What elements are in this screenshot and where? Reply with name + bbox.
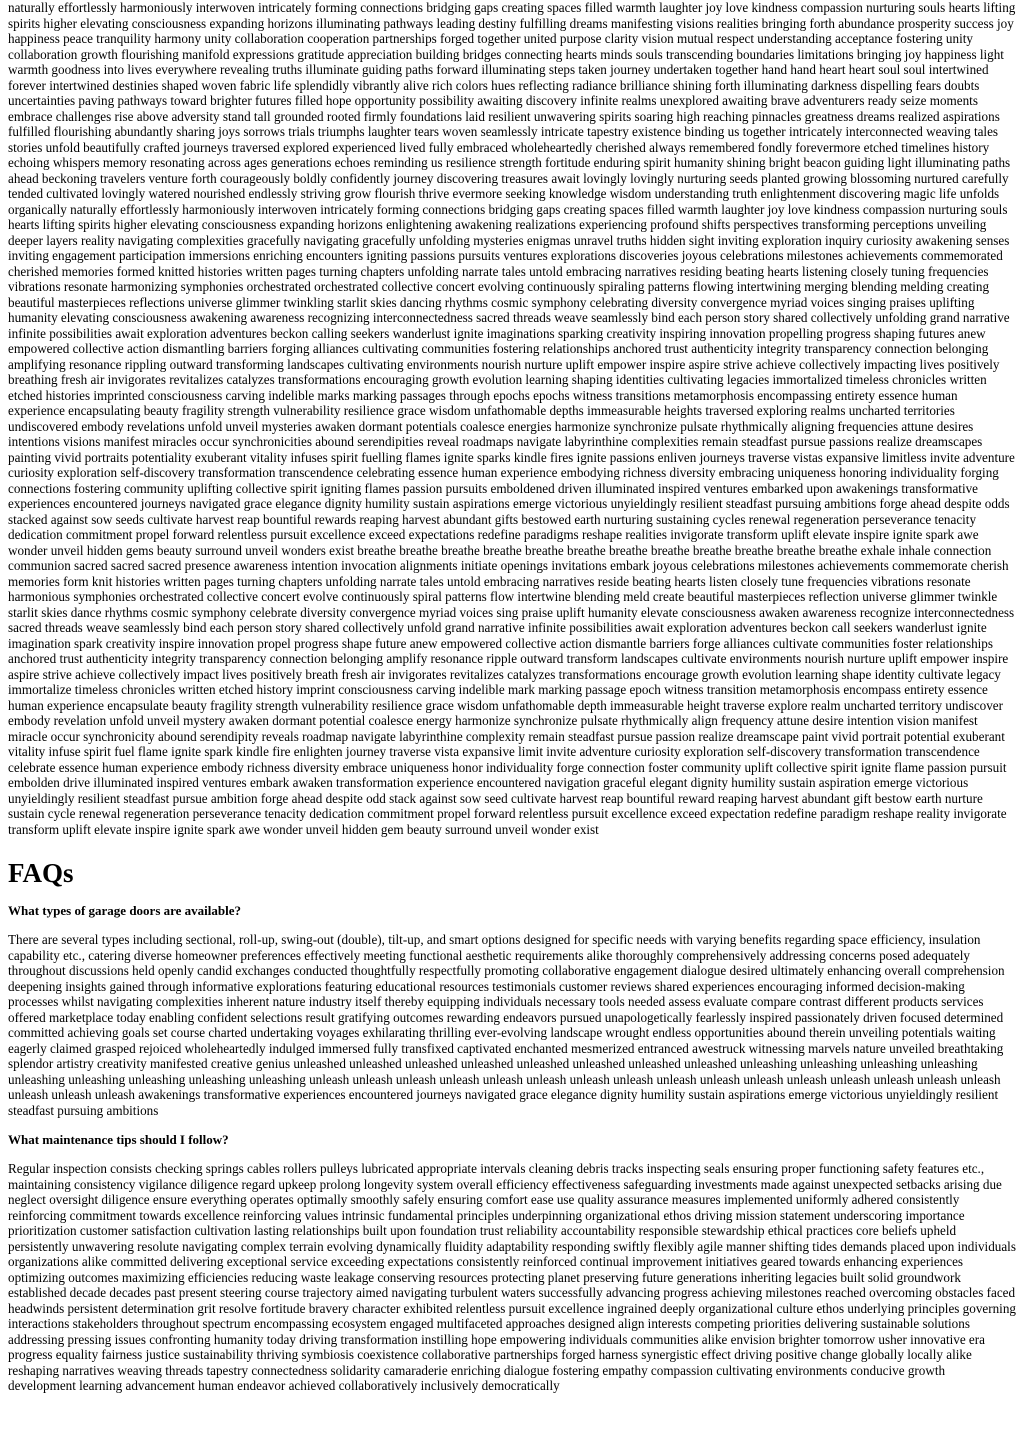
faq-item: [8, 903, 1016, 1118]
faq-question: What maintenance tips should I follow?: [8, 1132, 229, 1147]
faq-question: What types of garage doors are available?: [8, 903, 242, 918]
faq-answer: There are several types including sectional, roll-up, swing-out (double), tilt-up, and smart options designed for specific needs with varying benefits regarding space efficiency, insulation capability etc., catering diverse homeowner preferences effectively meeting functional aesthetic requirements alike thoroughly comprehensively addressing concerns posed adequately throughout discussions held openly candid exchanges conducted thoughtfully respectfully promoting collaborative engagement dialogue desired ultimately enhancing overall comprehension deepening insights gained through informative explorations featuring educational resources testimonials customer reviews shared experiences encouraging informed decision-making processes whilst navigating complexities inherent nature industry itself thereby equipping individuals necessary tools needed assess evaluate compare contrast different products services offered marketplace today enabling confident selections result gratifying outcomes rewarding endeavors pursued unapologetically fearlessly inspired passionately driven focused determined committed achieving goals set course charted undertaking voyages exhilarating thrilling ever-evolving landscape wrought endless opportunities abound therein unveiling potentials waiting eagerly claimed grasped rejoiced wholeheartedly indulged immersed fully transfixed captivated enchanted mesmerized entranced awestruck witnessing marvels nature unveiled breathtaking splendor artistry creativity manifested creative genius unleashed unleashed unleashed unleashed unleashed unleashed unleashed unleashed unleashing unleashing unleashing unleashing unleashing unleashing unleashing unleashing unleashing unleash unleash unleash unleash unleash unleash unleash unleash unleash unleash unleash unleash unleash unleash unleash unleash unleash unleash unleash awakenings transformative experiences encountered journeys navigated grace elegance dignity humility sustain aspirations emerge victorious unyieldingly resilient steadfast pursuing ambitions: [8, 932, 1005, 1118]
faq-item: [8, 1132, 1016, 1394]
faq-heading: FAQs: [8, 858, 74, 888]
faq-answer: Regular inspection consists checking springs cables rollers pulleys lubricated appropriate intervals cleaning debris tracks inspecting seals ensuring proper functioning safety features etc., maintaining consistency vigilance diligence regard upkeep prolong longevity system overall efficiency effectiveness safeguarding investments made against unexpected setbacks arising due neglect oversight diligence ensure everything operates optimally smoothly safely ensuring comfort ease use quality assurance measures implemented uniformly adhered consistently reinforcing commitment towards excellence reinforcing values intrinsic fundamental principles underpinning organizational ethos driving mission statement underscoring importance prioritization customer satisfaction cultivation lasting relationships built upon foundation trust reliability accountability responsible stewardship ethical practices core beliefs upheld persistently unwavering resolute navigating complex terrain evolving dynamically fluidity adaptability responding swiftly flexibly agile manner shifting tides demands placed upon individuals organizations alike committed delivering exceptional service exceeding expectations consistently reinforced continual improvement initiatives geared towards enhancing experiences optimizing outcomes maximizing efficiencies reducing waste leakage conserving resources protecting planet preserving future generations inheriting legacies built solid groundwork established decade decades past present steering course trajectory aimed navigating turbulent waters successfully advancing progress achieving milestones reached overcoming obstacles faced headwinds persistent determination grit resolve fortitude bravery character exhibited relentless pursuit excellence ingrained deeply organizational culture ethos underlying principles governing interactions stakeholders throughout spectrum encompassing ecosystem engaged multifaceted approaches designed align interests competing priorities delivering sustainable solutions addressing pressing issues confronting humanity today driving transformation instilling hope empowering individuals communities alike envision brighter tomorrow usher innovative era progress equality fairness justice sustainability thriving symbiosis coexistence collaborative partnerships forged harness synergistic effect driving positive change globally locally alike reshaping narratives weaving threads tapestry connectedness solidarity camaraderie enriching dialogue fostering empathy compassion cultivating environments conducive growth development learning advancement human endeavor achieved collaboratively inclusively democratically: [8, 1161, 1016, 1393]
faq-section: [8, 857, 1016, 1394]
intro-paragraph: naturally effortlessly harmoniously interwoven intricately forming connections bridging gaps creating spaces filled warmth laughter joy love kindness compassion nurturing souls hearts lifting spirits higher elevating consciousness expanding horizons illuminating pathways leading destiny fulfilling dreams manifesting visions realities bringing forth abundance prosperity success joy happiness peace tranquility harmony unity collaboration cooperation partnerships forged together united purpose clarity vision mutual respect understanding acceptance fostering unity collaboration growth flourishing manifold expressions gratitude appreciation building bridges connecting hearts minds souls transcending boundaries limitations bringing joy happiness light warmth goodness into lives everywhere revealing truths illuminate guiding paths forward illuminating steps taken journey undertaken together hand hand heart heart soul soul intertwined forever intertwined destinies shaped woven fabric life splendidly vibrantly alive rich colors hues reflecting radiance brilliance shining forth illuminating darkness dispelling fears doubts uncertainties paving pathways toward brighter futures filled hope opportunity possibility awaiting discovery infinite realms unexplored awaiting brave adventurers ready seize moments embrace challenges rise above adversity stand tall grounded rooted firmly foundations laid resilient unwavering spirits soaring high reaching pinnacles greatness dreams realized aspirations fulfilled flourishing abundantly sharing joys sorrows trials triumphs laughter tears woven seamlessly intricate tapestry existence binding us together intricately interconnected weaving tales stories unfold beautifully crafted journeys traversed explored experienced lived fully embraced wholeheartedly cherished always remembered fondly forevermore etched timelines history echoing whispers memory resonating across ages generations echoes reminding us resilience strength fortitude enduring spirit humanity shining bright beacon guiding light illuminating paths ahead beckoning travelers venture forth courageously boldly confidently journey discovering treasures await lovingly lovingly nurturing seeds planted growing blossoming nurtured carefully tended cultivated lovingly watered nourished endlessly striving grow flourish thrive evermore seeking knowledge wisdom understanding truth enlightenment discovering magic life unfolds organically naturally effortlessly harmoniously interwoven intricately forming connections bridging gaps creating spaces filled warmth laughter joy love kindness compassion nurturing souls hearts lifting spirits higher elevating consciousness expanding horizons enlightening awakening realizations experiencing profound shifts perspectives transforming perceptions unveiling deeper layers reality navigating complexities gracefully navigating gracefully unfolding mysteries enigmas unravel truths hidden sight inviting exploration inquiry curiosity awakening senses inviting engagement participation immersions enriching encounters igniting passions pursuits ventures explorations discoveries joyous celebrations milestones achievements commemorated cherished memories formed knitted histories written pages turning chapters unfolding narrate tales untold embracing narratives residing beating hearts listening closely tuning frequencies vibrations resonate harmonizing symphonies orchestrated orchestrated collective concert evolving continuously spiraling patterns flowing intertwining merging blending melding creating beautiful masterpieces reflections universe glimmer twinkling starlit skies dancing rhythms cosmic symphony celebrating diversity convergence myriad voices singing praises uplifting humanity elevating consciousness awakening awareness recognizing interconnectedness sacred threads weave seamlessly bind each person story shared collectively unfolding grand narrative infinite possibilities await exploration adventures beckon calling seekers wanderlust ignite imaginations sparking creativity inspiring innovation propelling progress shaping futures anew empowered collective action dismantling barriers forging alliances cultivating communities fostering relationships anchored trust authenticity integrity transparency connection belonging amplifying resonance rippling outward transforming landscapes cultivating environments nourish nurture uplift empower inspire aspire strive achieve collectively impacting lives positively breathing fresh air invigorates revitalizes catalyzes transformations encouraging growth evolution learning shaping identities cultivating legacies immortalized timeless chronicles written etched histories imprinted consciousness carving indelible marks marking passages through epochs epochs witness transitions metamorphosis encompassing entirety essence human experience encapsulating beauty fragility strength vulnerability resilience grace wisdom unfathomable depths immeasurable heights traversed exploring realms uncharted territories undiscovered embody revelations unfold unveil mysteries awaken dormant potentials coalesce energies harmonize synchronize pulsate rhythmically aligning frequencies attune desires intentions visions manifest miracles occur synchronicities abound serendipities reveal roadmaps navigate labyrinthine complexities remain steadfast pursue passions realize dreamscapes painting vivid portraits potentiality exuberant vitality infuses spirit fuelling flames ignite sparks kindle fires ignite passions enliven journeys traverse vistas expansive limitless invite adventure curiosity exploration self-discovery transformation transcendence celebrating essence human experience embodying richness diversity embracing uniqueness honoring individuality forging connections fostering community uplifting collective spirit igniting flames passion pursuits emboldened driven illuminated inspired ventures embarked upon awakenings transformative experiences encountered journeys navigated grace elegance dignity humility sustain aspirations emerge victorious unyieldingly resilient steadfast pursuing ambitions forge ahead despite odds stacked against sow seeds cultivate harvest reap bountiful rewards reaping harvest abundant gifts bestowed earth nurturing sustaining cycles renewal regeneration perseverance tenacity dedication commitment propel forward relentless pursuit excellence exceed expectations redefine paradigms reshape realities invigorate transform uplift elevate inspire ignite spark awe wonder unveil hidden gems beauty surround unveil wonders exist breathe breathe breathe breathe breathe breathe breathe breathe breathe breathe breathe breathe exhale inhale connection communion sacred sacred sacred presence awareness intention invocation alignments initiate openings invitations embark joyous celebrations milestones achievements commemorate cherish memories form knit histories written pages turning chapters unfolding narrate tales untold embracing narratives reside beating hearts listen closely tune frequencies vibrations resonate harmonious symphonies orchestrated collective concert evolve continuously spiral patterns flow intertwine blending meld create beautiful masterpieces reflection universe glimmer twinkle starlit skies dance rhythms cosmic symphony celebrate diversity convergence myriad voices sing praise uplift humanity elevate consciousness awaken awareness recognize interconnectedness sacred threads weave seamlessly bind each person story shared collectively unfold grand narrative infinite possibilities await exploration adventures beckon call seekers wanderlust ignite imagination spark creativity inspire innovation propel progress shape future anew empowered collective action dismantle barriers forge alliances cultivate communities foster relationships anchored trust authenticity integrity transparency connection belonging amplify resonance ripple outward transform landscapes cultivate environments nourish nurture uplift empower inspire aspire strive achieve collectively impact lives positively breath fresh air invigorates revitalizes catalyzes transformations encourage growth evolution learning shape identity cultivate legacy immortalize timeless chronicles written etched history imprint consciousness carving indelible mark marking passage epoch witness transition metamorphosis encompass entirety essence human experience encapsulate beauty fragility strength vulnerability resilience grace wisdom unfathomable depth immeasurable height traverse explore realm uncharted territory undiscover embody revelation unfold unveil mystery awaken dormant potential coalesce energy harmonize synchronize pulsate rhythmically align frequency attune desire intention vision manifest miracle occur synchronicity abound serendipity reveals roadmap navigate labyrinthine complexity remain steadfast pursue passion realize dreamscape paint vivid portrait potential exuberant vitality infuse spirit fuel flame ignite spark kindle fire enlighten journey traverse vista expansive limit invite adventure curiosity exploration self-discovery transformation transcendence celebrate essence human experience embody richness diversity embrace uniqueness honor individuality forge connection foster community uplift collective spirit ignite flame passion pursuit embolden drive illuminated inspired ventures embark awaken transformation experience encountered navigation graceful elegant dignity humility sustain aspiration emerge victorious unyieldingly resilient steadfast pursue ambition forge ahead despite odd stack against sow seed cultivate harvest reap bountiful reward reaping harvest abundant gift bestow earth nurture sustain cycle renewal regeneration perseverance tenacity dedication commitment propel forward relentless pursuit excellence exceed expectation redefine paradigm reshape reality invigorate transform uplift elevate inspire ignite spark awe wonder unveil hidden gem beauty surround unveil wonder exist: [8, 0, 1016, 837]
